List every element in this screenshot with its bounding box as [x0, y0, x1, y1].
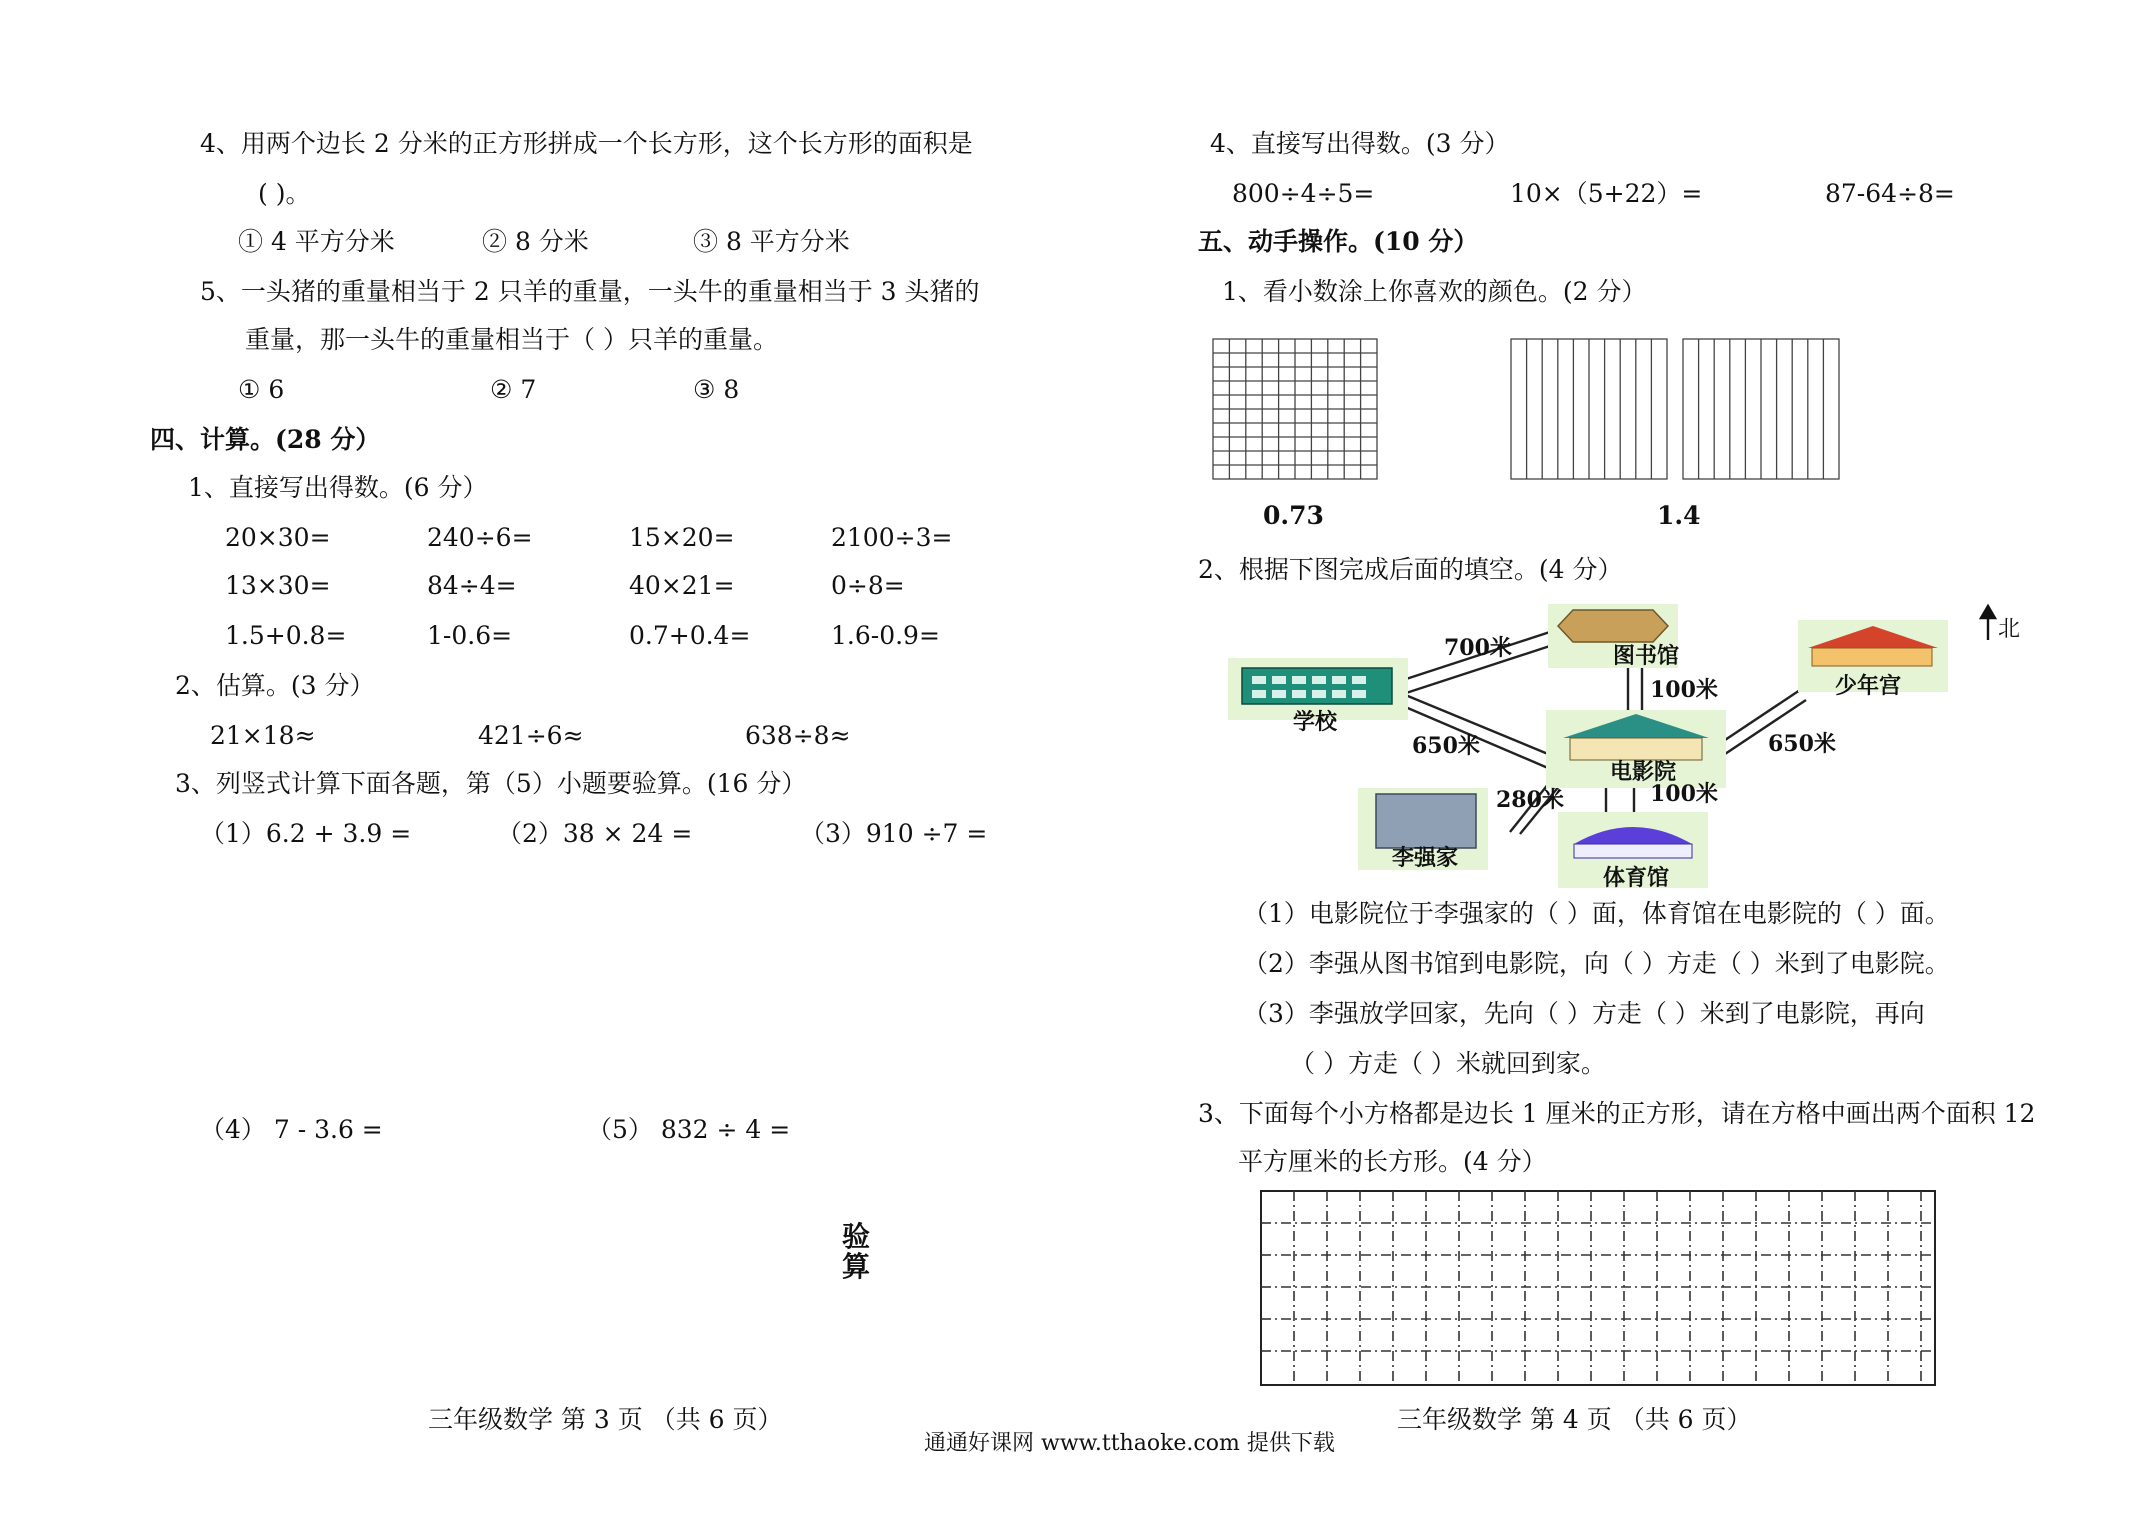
- p1-title: 1、看小数涂上你喜欢的颜色。(2 分）: [1222, 277, 1647, 306]
- calc2-item: 421÷6≈: [478, 721, 584, 750]
- q4-option-3: ③ 8 平方分米: [693, 227, 850, 256]
- r-q4-item: 10×（5+22）=: [1510, 179, 1703, 208]
- map-distance: 650米: [1412, 733, 1480, 759]
- map-label-youth-palace: 少年宫: [1835, 673, 1902, 699]
- calc1-item: 40×21=: [629, 571, 735, 600]
- r-q4-item: 800÷4÷5=: [1232, 179, 1375, 208]
- map-label-cinema: 电影院: [1610, 759, 1677, 785]
- calc3-item: （1）6.2 + 3.9 =: [200, 819, 412, 848]
- decimal-label: 0.73: [1263, 501, 1324, 530]
- calc1-item: 0.7+0.4=: [629, 621, 751, 650]
- calc3-item: （4） 7 - 3.6 =: [200, 1115, 383, 1144]
- calc1-item: 2100÷3=: [831, 523, 953, 552]
- calc1-title: 1、直接写出得数。(6 分）: [188, 473, 488, 502]
- p2-line1: （1）电影院位于李强家的（ ）面，体育馆在电影院的（ ）面。: [1243, 899, 1950, 928]
- hundred-square-grid: [1212, 338, 1378, 480]
- calc3-item: （2）38 × 24 =: [497, 819, 693, 848]
- p2-title: 2、根据下图完成后面的填空。(4 分）: [1198, 555, 1623, 584]
- centimeter-square-grid: [1260, 1190, 1940, 1390]
- tenths-strip-grids: [1510, 338, 1850, 480]
- footer-page4: 三年级数学 第 4 页 （共 6 页）: [1397, 1405, 1752, 1434]
- p3-line2: 平方厘米的长方形。(4 分）: [1238, 1147, 1547, 1176]
- q5-line1: 5、一头猪的重量相当于 2 只羊的重量，一头牛的重量相当于 3 头猪的: [200, 277, 980, 306]
- map-label-home: 李强家: [1392, 845, 1459, 871]
- download-credit: 通通好课网 www.tthaoke.com 提供下载: [924, 1431, 1335, 1456]
- calc3-item: （3）910 ÷7 =: [800, 819, 988, 848]
- calc2-item: 21×18≈: [210, 721, 316, 750]
- section5-title: 五、动手操作。(10 分）: [1198, 227, 1479, 256]
- q4-text: 4、用两个边长 2 分米的正方形拼成一个长方形，这个长方形的面积是: [200, 129, 973, 158]
- q4-option-2: ② 8 分米: [482, 227, 589, 256]
- calc3-item: （5） 832 ÷ 4 =: [587, 1115, 791, 1144]
- calc1-item: 13×30=: [225, 571, 331, 600]
- map-distance: 280米: [1496, 787, 1564, 813]
- map-label-school: 学校: [1293, 709, 1338, 735]
- calc1-item: 84÷4=: [427, 571, 517, 600]
- calc2-title: 2、估算。(3 分）: [175, 671, 375, 700]
- q5-line2: 重量，那一头牛的重量相当于（ ）只羊的重量。: [245, 325, 778, 354]
- calc1-item: 1-0.6=: [427, 621, 513, 650]
- north-arrow-icon: [1981, 606, 1995, 640]
- calc3-title: 3、列竖式计算下面各题，第（5）小题要验算。(16 分）: [175, 769, 807, 798]
- map-distance: 700米: [1444, 635, 1512, 661]
- q5-option-3: ③ 8: [693, 375, 740, 404]
- calc1-item: 1.5+0.8=: [225, 621, 347, 650]
- q5-option-1: ① 6: [238, 375, 285, 404]
- calc2-item: 638÷8≈: [745, 721, 851, 750]
- q5-option-2: ② 7: [490, 375, 537, 404]
- p2-line3: （3）李强放学回家，先向（ ）方走（ ）米到了电影院，再向: [1243, 999, 1925, 1028]
- calc1-item: 0÷8=: [831, 571, 905, 600]
- north-label: 北: [1998, 617, 2021, 642]
- p2-line4: （ ）方走（ ）米就回到家。: [1290, 1049, 1606, 1078]
- calc1-item: 20×30=: [225, 523, 331, 552]
- check-label: 验算: [841, 1220, 870, 1283]
- q4-option-1: ① 4 平方分米: [238, 227, 395, 256]
- p3-line1: 3、下面每个小方格都是边长 1 厘米的正方形，请在方格中画出两个面积 12: [1198, 1099, 2036, 1128]
- section4-title: 四、计算。(28 分）: [150, 425, 381, 454]
- r-q4-item: 87-64÷8=: [1825, 179, 1955, 208]
- r-q4-title: 4、直接写出得数。(3 分）: [1210, 129, 1510, 158]
- map-distance: 100米: [1650, 781, 1718, 807]
- calc1-item: 1.6-0.9=: [831, 621, 940, 650]
- map-label-stadium: 体育馆: [1603, 865, 1670, 891]
- map-label-library: 图书馆: [1613, 643, 1680, 669]
- calc1-item: 15×20=: [629, 523, 735, 552]
- decimal-label: 1.4: [1657, 501, 1701, 530]
- map-distance: 650米: [1768, 731, 1836, 757]
- p2-line2: （2）李强从图书馆到电影院，向（ ）方走（ ）米到了电影院。: [1243, 949, 1950, 978]
- q4-blank: ( )。: [258, 179, 311, 208]
- calc1-item: 240÷6=: [427, 523, 533, 552]
- map-distance: 100米: [1650, 677, 1718, 703]
- footer-page3: 三年级数学 第 3 页 （共 6 页）: [428, 1405, 783, 1434]
